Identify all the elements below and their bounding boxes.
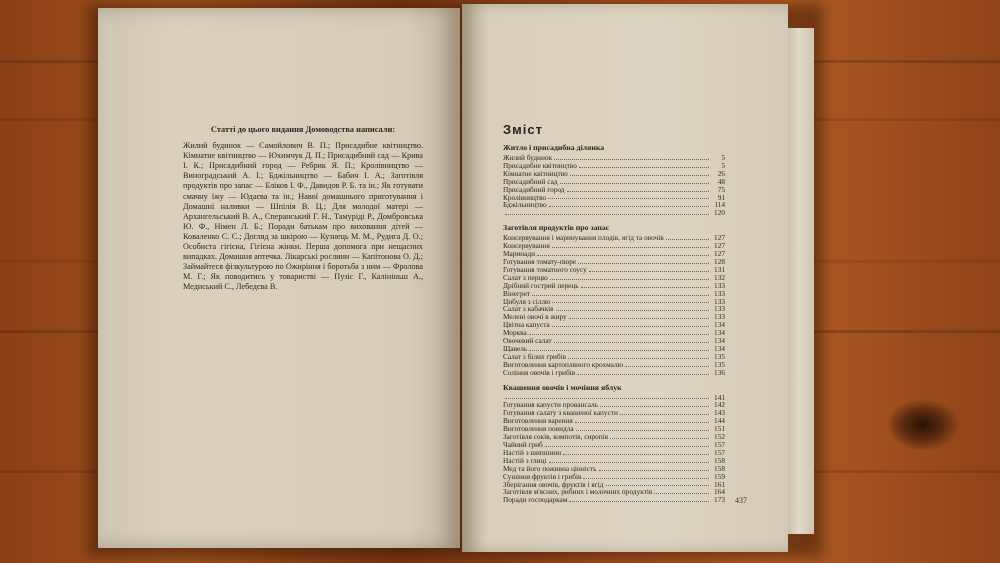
toc-entry-label: Мед та його поживна цінність	[503, 463, 597, 473]
toc-leader-dots	[575, 417, 709, 423]
toc-section-title: Заготівля продуктів про запас	[503, 223, 610, 233]
toc-entry-page: 134	[714, 320, 725, 330]
toc-entry-page: 164	[714, 487, 725, 497]
toc-leader-dots	[549, 457, 710, 463]
toc-leader-dots	[599, 465, 709, 471]
toc-entry-label: Чайний гриб	[503, 440, 543, 449]
toc-entry-label: Виготовлення повидла	[503, 424, 574, 434]
toc-entry-label: Виготовлення варення	[503, 416, 573, 426]
toc-entry-page: 133	[714, 280, 725, 290]
toc-entry-label: Морква	[503, 328, 527, 338]
toc-entry-page: 161	[714, 479, 725, 489]
toc-leader-dots	[537, 250, 709, 256]
toc-entry-page: 136	[714, 367, 725, 377]
toc-leader-dots	[554, 154, 709, 160]
toc-leader-dots	[560, 178, 709, 184]
toc-leader-dots	[570, 170, 709, 176]
toc-leader-dots	[625, 361, 709, 367]
authors-body: Жилий будинок — Самойлович В. П.; Присадибне квітництво. Кімнатне квітництво — Юхимчук Д. П.; Присадибний сад — Крива І. К.; Присадибний город — Ребрик Я. П.; Кролівництво — Виноградський А. І.; Бджільництво — Бабич І. А.; Заготівля продуктів про запас — Бліков І. Ф., Давидов Р. Б. та ін.; Як готувати смачну їжу — Юдаєва та ін.; Навої домашнього приготування і Домашні наливки — Шпілія В. Ц.; Для молодої матері — Архангельський В. А., Сперанський Г. Н., Тамуріді Р., Домбровська Ю. Ф., Німен Л. Б.; Поради батькам про виховання дітей — Коваленко С. С.; Догляд за шкірою — Кузнець М. М., Рудига Д. О.; Особиста гігієна, Гігієна жінки. Перша допомога при нещасних випадках. Домашня аптечка. Лікарські рослини — Капітонова О. Д.; Займайтеся фізкультурою по Ожиріння і боротьба з ним — Фролова М. Г.; Як поводитись у товаристві — Пузіс Г., Калініньш А., Медиський С., Лебедєва В.	[183, 141, 423, 292]
toc-section-title: Житло і присадибна ділянка	[503, 143, 605, 152]
toc-entry-label: Цибуля з сіллю	[503, 296, 551, 306]
toc-entry-page: 127	[714, 249, 725, 259]
toc-entry	[503, 496, 725, 504]
toc-entry-page: 157	[714, 440, 725, 449]
toc-entry-label: Сушіння фруктів і грибів	[503, 471, 582, 481]
toc-leader-dots	[529, 345, 709, 351]
toc-entry-label: Заготівля м'ясних, рибних і молочних продуктів	[503, 487, 653, 497]
toc-leader-dots	[576, 425, 709, 431]
toc-entry-label: Салат з перцю	[503, 272, 548, 282]
toc-entry-page: 127	[714, 233, 725, 243]
toc-entry-page: 128	[714, 256, 725, 266]
toc-leader-dots	[563, 449, 709, 455]
toc-entry-label: Соління овочів і грибів	[503, 367, 576, 377]
toc-leader-dots	[600, 401, 709, 407]
toc-entry-label: Дрібний гострий перець	[503, 280, 579, 290]
toc-entry-label: Щавель	[503, 343, 528, 353]
toc-entry-label: Консервування і маринування плодів, ягід та овочів	[503, 233, 664, 243]
toc-entry-page: 135	[714, 351, 725, 361]
toc-entry-label: Настій з шипшини	[503, 447, 562, 457]
toc-entry-label: Присадибний город	[503, 184, 565, 194]
toc-entry-label: Жилий будинок	[503, 153, 553, 162]
toc-entry-page: 48	[717, 176, 725, 186]
toc-leader-dots	[654, 488, 709, 494]
toc-leader-dots	[581, 282, 709, 288]
toc-entry-page: 144	[714, 416, 725, 426]
toc-leader-dots	[610, 433, 709, 439]
toc-leader-dots	[589, 266, 709, 272]
toc-leader-dots	[552, 321, 709, 327]
toc-leader-dots	[579, 162, 709, 168]
toc-entry-label: Зберігання овочів, фруктів і ягід	[503, 479, 604, 489]
toc-entry-label: Виготовлення картопляного крохмалю	[503, 359, 624, 369]
toc-entry-label: Консервування	[503, 241, 550, 251]
toc-entry-page: 142	[714, 400, 725, 410]
toc-leader-dots	[505, 209, 709, 215]
toc-leader-dots	[556, 305, 709, 311]
toc-entry-page: 134	[714, 328, 725, 338]
table-of-contents	[478, 122, 740, 504]
toc-entry-label: Салат з білих грибів	[503, 351, 567, 361]
toc-leader-dots	[583, 473, 709, 479]
authors-heading: Статті до цього видання Домоводства написали:	[210, 125, 396, 134]
toc-entry-label: Готування томату-пюре	[503, 256, 577, 266]
toc-entry-page: 75	[717, 184, 725, 194]
toc-leader-dots	[569, 313, 709, 319]
toc-entry-page: 133	[714, 304, 725, 314]
toc-entry-page: 134	[714, 343, 725, 353]
toc-entry	[503, 282, 725, 290]
toc-entry-label: Готування томатного соусу	[503, 264, 587, 274]
toc-entry-label: Бджільництво	[503, 200, 547, 210]
toc-leader-dots	[567, 186, 709, 192]
toc-entry	[503, 209, 725, 217]
toc-entry-page: 26	[717, 168, 725, 178]
toc-entry	[503, 337, 725, 345]
toc-entry-page: 158	[714, 455, 725, 465]
wood-knot	[888, 400, 958, 450]
toc-entry-page: 151	[714, 424, 725, 434]
toc-section-title: Квашення овочів і мочіння яблук	[503, 382, 622, 392]
toc-leader-dots	[578, 258, 709, 264]
toc-entry	[503, 369, 725, 377]
toc-leader-dots	[549, 201, 709, 207]
toc-entry-label: Кролівництво	[503, 192, 547, 202]
toc-leader-dots	[548, 194, 709, 200]
toc-entry	[503, 201, 725, 209]
toc-entry-page: 5	[721, 160, 725, 170]
toc-entry-label: Маринади	[503, 249, 536, 259]
toc-title: Зміст	[503, 122, 543, 137]
toc-entry-label: Готування салату з квашеної капусти	[503, 408, 618, 418]
toc-leader-dots	[577, 369, 709, 375]
toc-leader-dots	[568, 353, 709, 359]
toc-entry-page: 114	[714, 200, 725, 210]
toc-entry-page: 141	[714, 392, 725, 402]
toc-entry-label: Вінегрет	[503, 288, 531, 298]
toc-entry-page: 143	[714, 408, 725, 418]
toc-entry-label: Мелені овочі в жиру	[503, 312, 567, 322]
toc-leader-dots	[552, 242, 709, 248]
toc-leader-dots	[550, 274, 709, 280]
toc-leader-dots	[529, 329, 709, 335]
toc-entry-label: Овочевий салат	[503, 336, 552, 346]
toc-entry-page: 173	[714, 495, 725, 505]
toc-entry-label: Настій з глиці	[503, 455, 547, 465]
toc-entry-page: 134	[714, 336, 725, 346]
toc-entry-label: Салат з кабачків	[503, 304, 554, 314]
toc-entry-page: 132	[714, 272, 725, 282]
toc-entry-page: 127	[714, 241, 725, 251]
toc-leader-dots	[606, 481, 709, 487]
toc-leader-dots	[666, 234, 709, 240]
toc-entry-page: 158	[714, 463, 725, 473]
toc-leader-dots	[569, 496, 709, 502]
toc-leader-dots	[620, 409, 709, 415]
page-number: 437	[735, 496, 747, 505]
toc-entry-page: 5	[721, 153, 725, 162]
toc-entry-label: Присадибне квітництво	[503, 160, 577, 170]
toc-entry-label: Присадибний сад	[503, 176, 558, 186]
toc-leader-dots	[554, 337, 709, 343]
toc-entry-page: 133	[714, 296, 725, 306]
toc-entry-page: 133	[714, 312, 725, 322]
toc-entry-label: Цвітна капуста	[503, 320, 550, 330]
toc-leader-dots	[505, 394, 709, 400]
toc-entry-label: Готування капусти провансаль	[503, 400, 599, 410]
toc-leader-dots	[545, 441, 709, 447]
toc-entry-page: 133	[714, 288, 725, 298]
toc-entry	[503, 242, 725, 250]
authors-block	[183, 125, 423, 293]
toc-entry-label: Заготівля соків, компотів, сиропів	[503, 432, 609, 442]
toc-entry-label: Кімнатне квітництво	[503, 168, 568, 178]
book-page-edges	[788, 28, 814, 534]
toc-leader-dots	[532, 290, 709, 296]
toc-entry-page: 91	[717, 192, 725, 202]
toc-entry-page: 159	[714, 471, 725, 481]
toc-entry-page: 131	[714, 264, 725, 274]
toc-entry-page: 152	[714, 432, 725, 442]
toc-entry-page: 157	[714, 447, 725, 457]
toc-entry	[503, 321, 725, 329]
toc-entry-page: 120	[714, 208, 725, 218]
toc-entry-label: Поради господаркам	[503, 495, 568, 505]
toc-leader-dots	[552, 298, 709, 304]
toc-entry-page: 135	[714, 359, 725, 369]
